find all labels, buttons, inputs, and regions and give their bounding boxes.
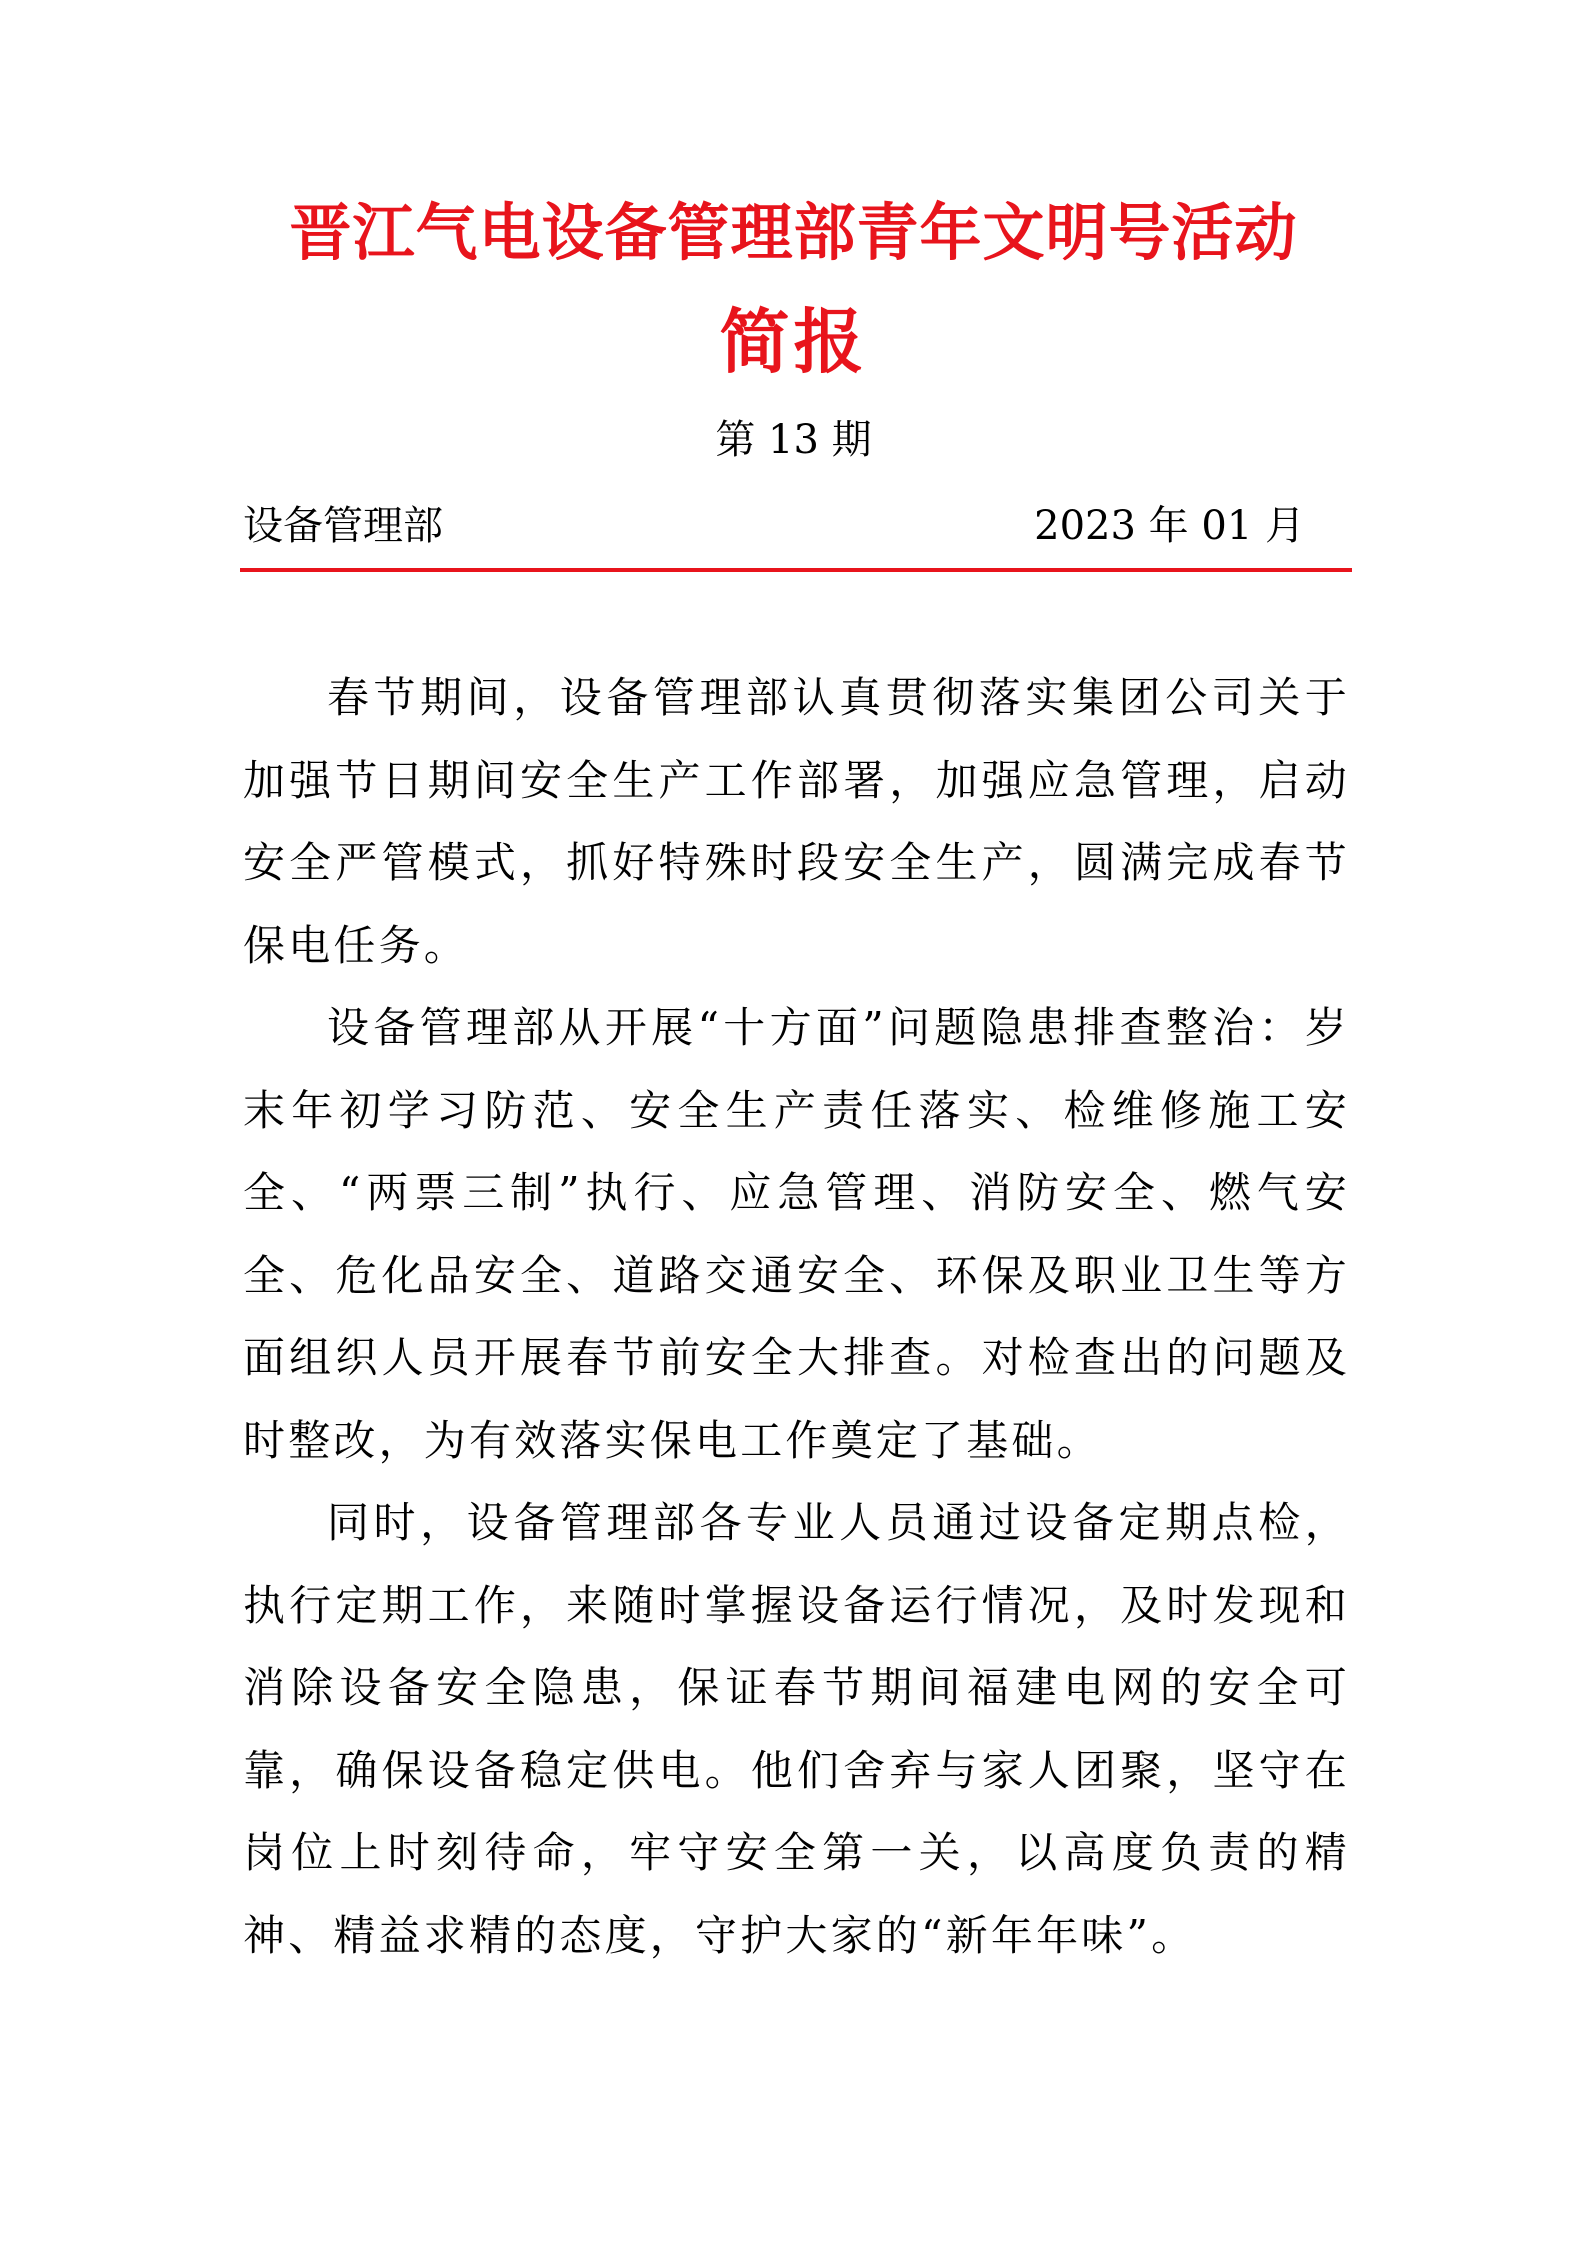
header-divider <box>240 568 1352 572</box>
bulletin-title: 晋江气电设备管理部青年文明号活动 <box>289 196 1298 269</box>
department-name: 设备管理部 <box>243 503 443 549</box>
issue-date: 2023 年 01 月 <box>1034 503 1305 549</box>
paragraph-1: 春节期间，设备管理部认真贯彻落实集团公司关于加强节日期间安全生产工作部署，加强应急管理，启动安全严管模式，抓好特殊时段安全生产，圆满完成春节保电任务。 <box>243 673 1350 970</box>
paragraph-3: 同时，设备管理部各专业人员通过设备定期点检，执行定期工作，来随时掌握设备运行情况，及时发现和消除设备安全隐患，保证春节期间福建电网的安全可靠，确保设备稳定供电。他们舍弃与家人团聚，坚守在岗位上时刻待命，牢守安全第一关，以高度负责的精神、精益求精的态度，守护大家的“新年年味”。 <box>243 1498 1350 1960</box>
paragraph-2: 设备管理部从开展“十方面”问题隐患排查整治：岁末年初学习防范、安全生产责任落实、检维修施工安全、“两票三制”执行、应急管理、消防安全、燃气安全、危化品安全、道路交通安全、环保及职业卫生等方面组织人员开展春节前安全大排查。对检查出的问题及时整改，为有效落实保电工作奠定了基础。 <box>243 1003 1350 1465</box>
bulletin-subtitle: 简报 <box>719 300 868 383</box>
body-text <box>243 657 1350 1977</box>
issue-number: 第 13 期 <box>715 417 872 463</box>
